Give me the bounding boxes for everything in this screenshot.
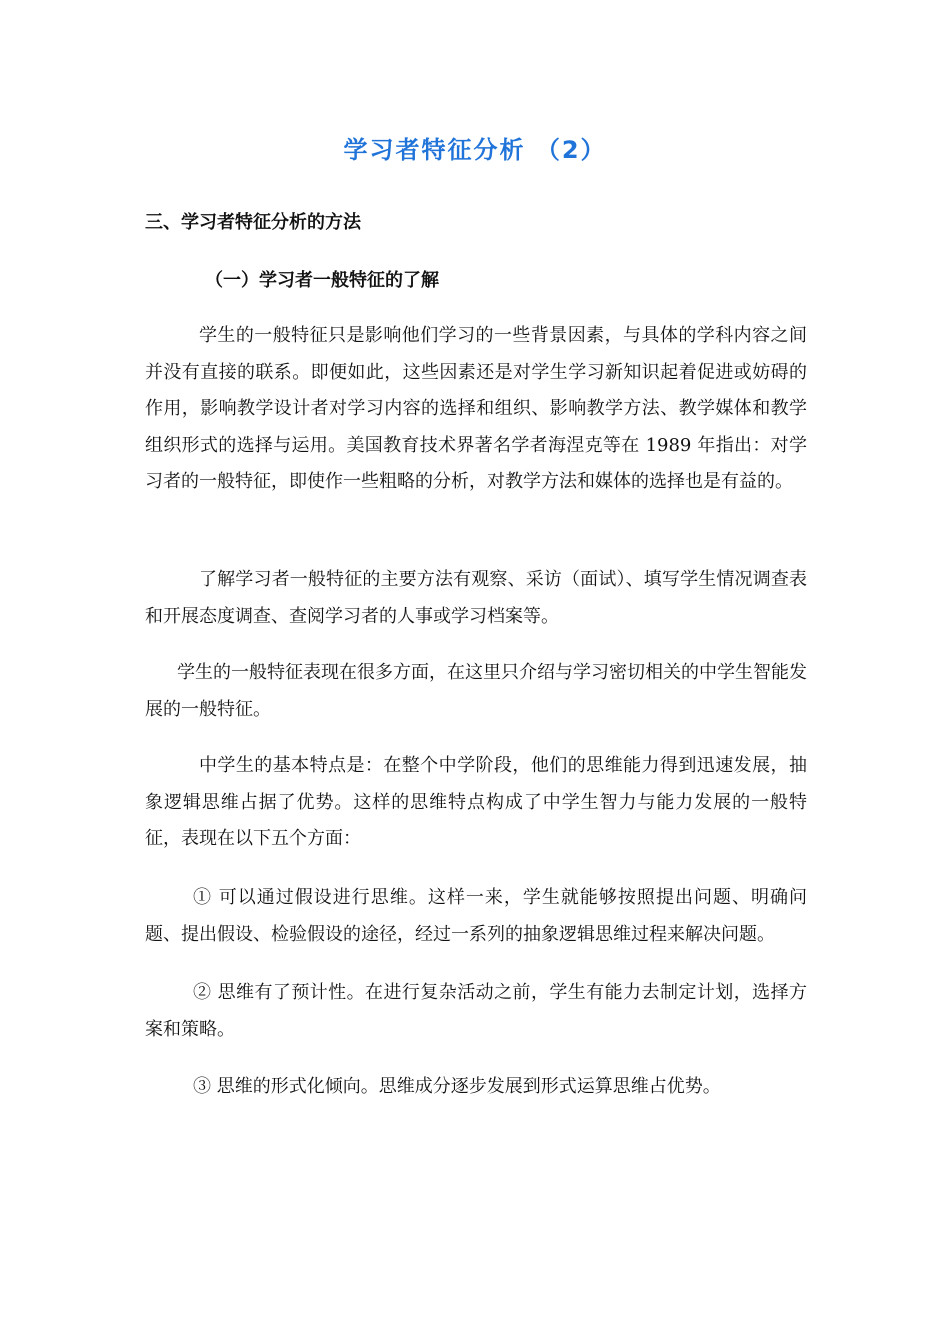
subsection-heading: （一）学习者一般特征的了解: [205, 270, 439, 291]
paragraph-basic-characteristics: 中学生的基本特点是：在整个中学阶段，他们的思维能力得到迅速发展，抽象逻辑思维占据了优势。这样的思维特点构成了中学生智力与能力发展的一般特征，表现在以下五个方面：: [145, 755, 807, 849]
paragraph-methods: 了解学习者一般特征的主要方法有观察、采访（面试）、填写学生情况调查表和开展态度调查、查阅学习者的人事或学习档案等。: [145, 569, 807, 627]
list-item-formalization: ③ 思维的形式化倾向。思维成分逐步发展到形式运算思维占优势。: [193, 1076, 721, 1097]
section-heading: 三、学习者特征分析的方法: [145, 212, 361, 233]
list-item-hypothesis: ① 可以通过假设进行思维。这样一来，学生就能够按照提出问题、明确问题、提出假设、检验假设的途径，经过一系列的抽象逻辑思维过程来解决问题。: [145, 887, 807, 945]
document-title: 学习者特征分析 （2）: [343, 136, 607, 164]
list-item-predictive: ② 思维有了预计性。在进行复杂活动之前，学生有能力去制定计划，选择方案和策略。: [145, 982, 807, 1040]
paragraph-general-features: 学生的一般特征只是影响他们学习的一些背景因素，与具体的学科内容之间并没有直接的联系。即便如此，这些因素还是对学生学习新知识起着促进或妨碍的作用，影响教学设计者对学习内容的选择和组织、影响教学方法、教学媒体和教学组织形式的选择与运用。美国教育技术界著名学者海涅克等在 1989 年指出：对学习者的一般特征，即使作一些粗略的分析，对教学方法和媒体的选择也是有益的。: [145, 325, 807, 492]
paragraph-intro-middle-school: 学生的一般特征表现在很多方面，在这里只介绍与学习密切相关的中学生智能发展的一般特征。: [145, 662, 807, 720]
